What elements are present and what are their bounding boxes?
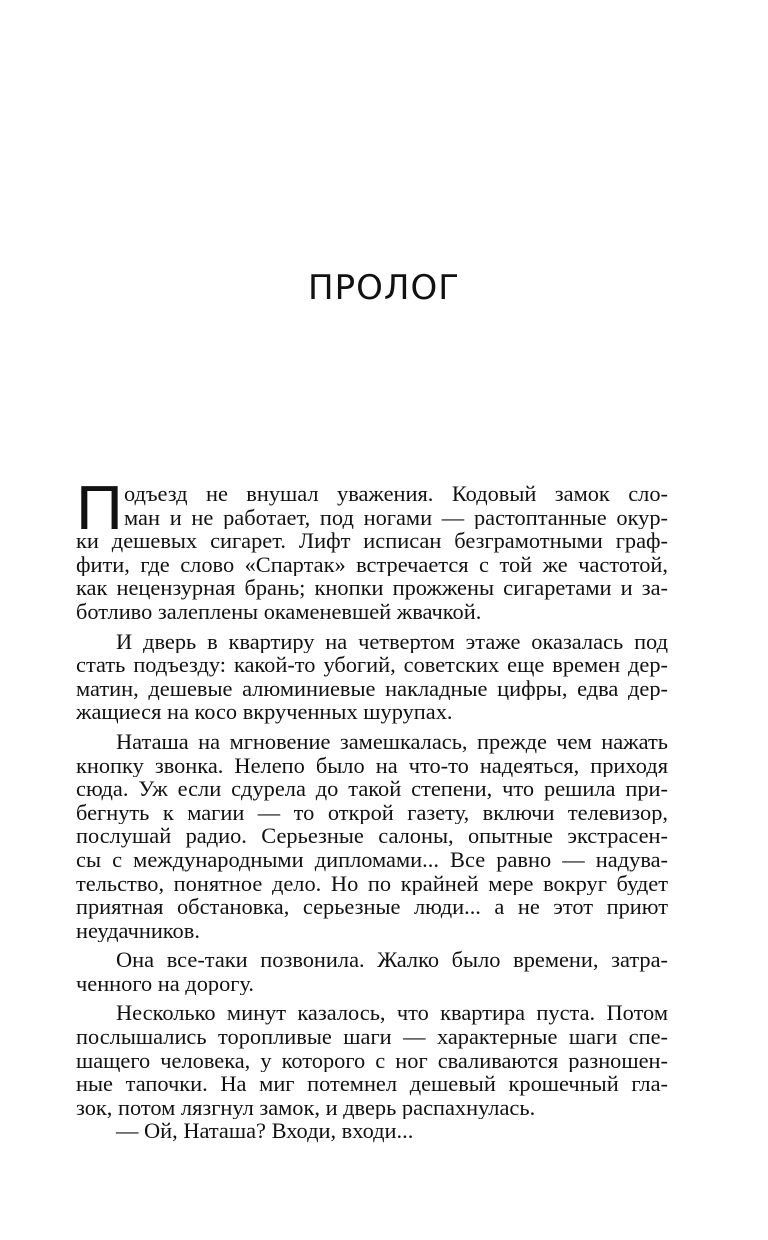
text-line: ченного на дорогу.: [76, 971, 255, 996]
text-line: послушай радио. Серьезные салоны, опытные экстрасен-: [76, 824, 668, 848]
paragraph-2: [76, 630, 668, 724]
text-line: неудачников.: [76, 918, 200, 943]
text-line: тельство, понятное дело. Но по крайней мере вокруг будет: [76, 871, 668, 896]
paragraph-5: [76, 1001, 668, 1119]
text-line: сюда. Уж если сдурела до такой степени, что решила при-: [76, 777, 668, 801]
text-line: ботливо залеплены окаменевшей жвачкой.: [76, 599, 482, 624]
text-line: ные тапочки. На миг потемнел дешевый крошечный гла-: [76, 1072, 668, 1096]
text-line: кнопку звонка. Нелепо было на что-то надеяться, приходя: [76, 753, 668, 778]
text-line: фити, где слово «Спартак» встречается с той же частотой,: [76, 552, 668, 577]
drop-cap-letter: П: [76, 474, 123, 543]
text-line: стать подъезду: какой-то убогий, советских еще времен дер-: [76, 653, 668, 677]
text-line: ки дешевых сигарет. Лифт исписан безграмотными граф-: [76, 529, 668, 553]
text-line: одъезд не внушал уважения. Кодовый замок сло-: [124, 482, 668, 506]
paragraph-4: [76, 948, 668, 995]
text-line: зок, потом лязгнул замок, и дверь распахнулась.: [76, 1095, 536, 1120]
text-line: Она все-таки позвонила. Жалко было времени, затра-: [116, 948, 668, 972]
text-line: бегнуть к магии — то открой газету, включи телевизор,: [76, 800, 668, 825]
text-line: — Ой, Наташа? Входи, входи...: [116, 1119, 414, 1144]
paragraph-3: [76, 730, 668, 942]
paragraph-1: [76, 474, 668, 624]
text-line: ман и не работает, под ногами — растоптанные окур-: [124, 505, 668, 530]
text-line: И дверь в квартиру на четвертом этаже оказалась под: [116, 629, 668, 654]
text-line: Несколько минут казалось, что квартира пуста. Потом: [116, 1001, 668, 1026]
chapter-title: ПРОЛОГ: [308, 268, 460, 308]
text-line: матин, дешевые алюминиевые накладные цифры, едва дер-: [76, 676, 668, 701]
text-line: как нецензурная брань; кнопки прожжены сигаретами и за-: [76, 576, 668, 600]
text-line: Наташа на мгновение замешкалась, прежде чем нажать: [116, 729, 668, 754]
text-line: шащего человека, у которого с ног сваливаются разношен-: [76, 1048, 668, 1073]
paragraph-6: [76, 1119, 668, 1143]
text-line: жащиеся на косо вкрученных шурупах.: [76, 700, 453, 724]
text-line: приятная обстановка, серьезные люди... а не этот приют: [76, 895, 668, 919]
text-line: послышались торопливые шаги — характерные шаги спе-: [76, 1025, 668, 1049]
chapter-body: [76, 474, 668, 1144]
text-line: сы с международными дипломами... Все равно — надува-: [76, 847, 668, 872]
